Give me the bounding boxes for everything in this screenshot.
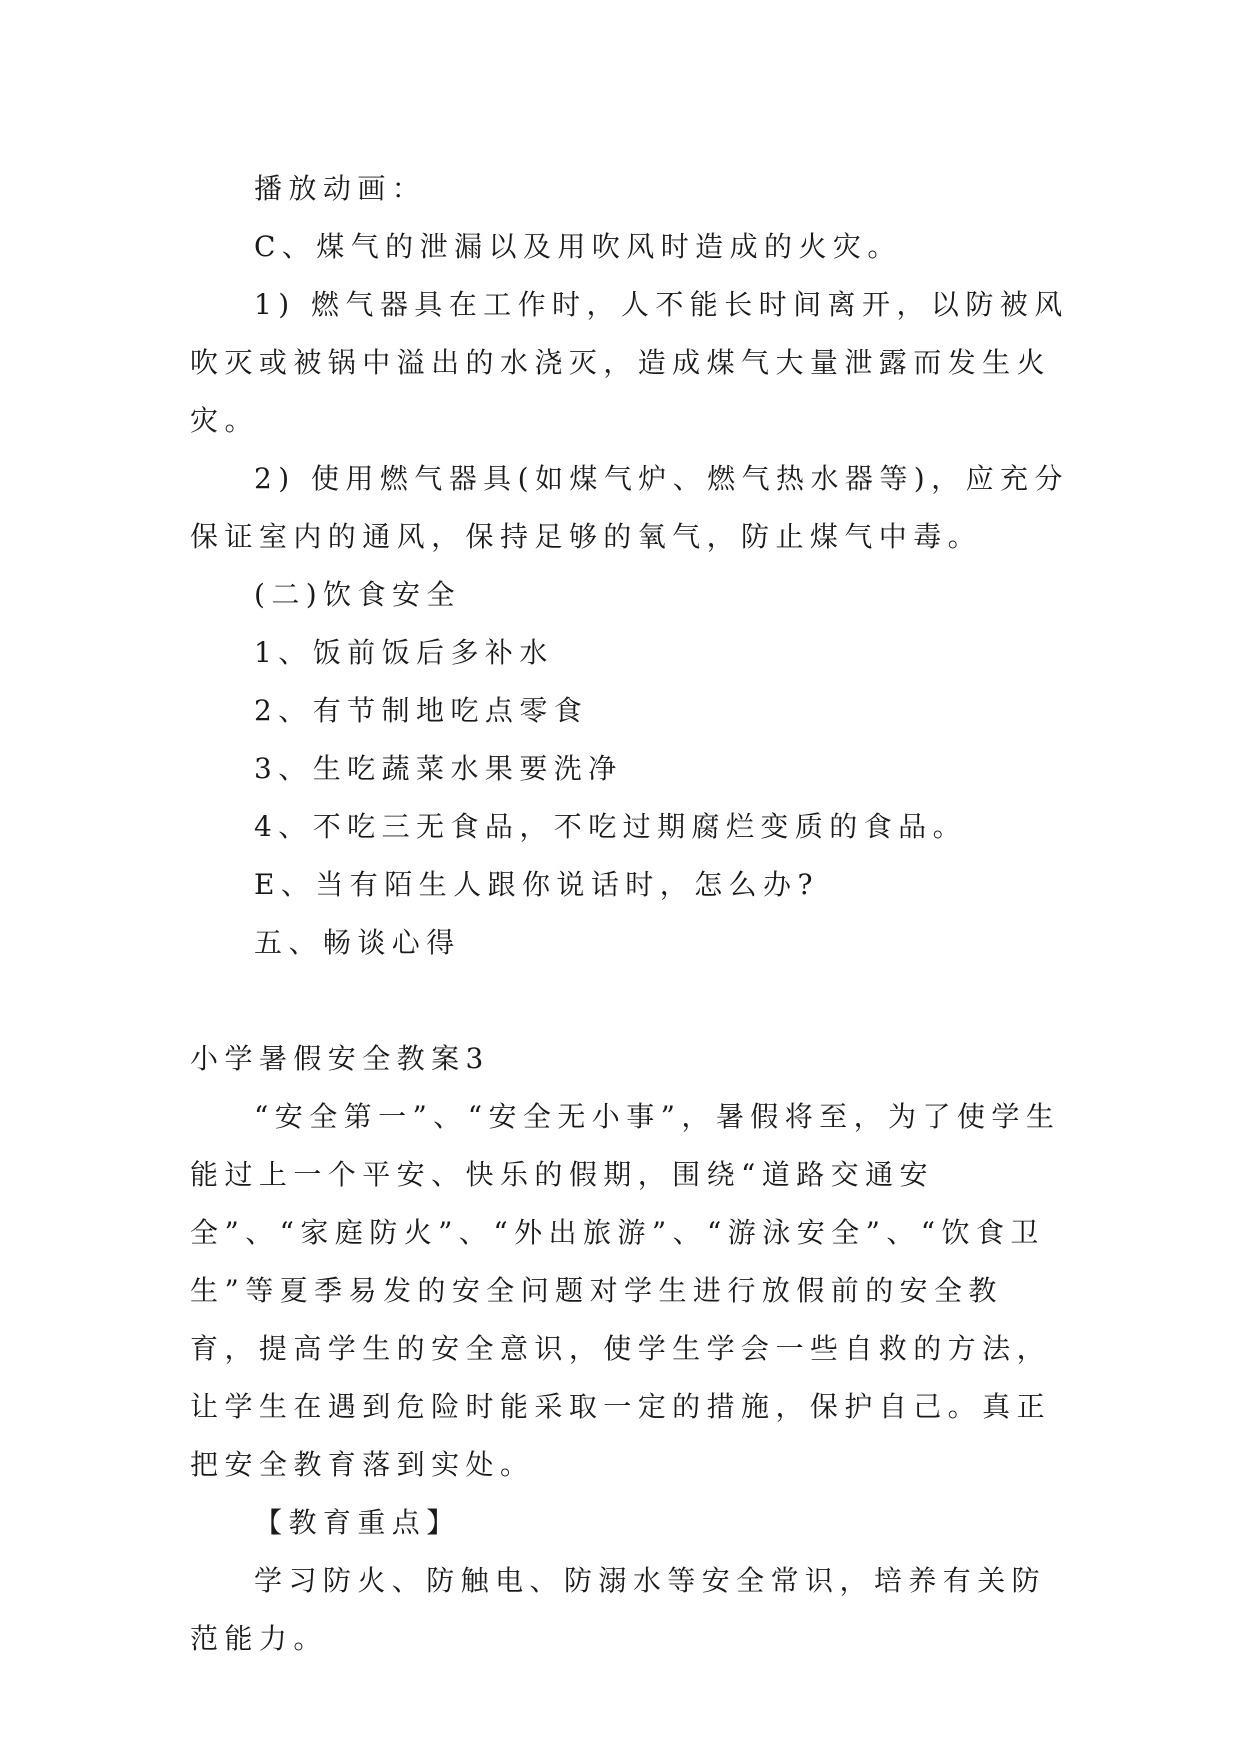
list-item-food-3: 3、生吃蔬菜水果要洗净 [254, 752, 623, 785]
paragraph-stranger: E、当有陌生人跟你说话时，怎么办? [254, 868, 819, 901]
list-item-food-4: 4、不吃三无食品，不吃过期腐烂变质的食品。 [254, 810, 968, 843]
list-item-food-2: 2、有节制地吃点零食 [254, 694, 589, 727]
heading-education-focus: 【教育重点】 [254, 1506, 461, 1539]
section-spacer [190, 972, 1070, 1030]
paragraph-gas-appliance-1: 1) 燃气器具在工作时，人不能长时间离开，以防被风吹灭或被锅中溢出的水浇灭，造成煤气大量泄露而发生火灾。 [190, 288, 1069, 437]
heading-food-safety: (二)饮食安全 [254, 578, 461, 611]
paragraph-intro: “安全第一”、“安全无小事”，暑假将至，为了使学生能过上一个平安、快乐的假期，围绕“道路交通安全”、“家庭防火”、“外出旅游”、“游泳安全”、“饮食卫生”等夏季易发的安全问题对学生进行放假前的安全教育，提高学生的安全意识，使学生学会一些自救的方法，让学生在遇到危险时能采取一定的措施，保护自己。真正把安全教育落到实处。 [190, 1100, 1061, 1481]
paragraph-education-focus: 学习防火、防触电、防溺水等安全常识，培养有关防范能力。 [190, 1564, 1047, 1655]
heading-share-thoughts: 五、畅谈心得 [254, 926, 461, 959]
document-page [190, 160, 1070, 1668]
section-title: 小学暑假安全教案3 [190, 1042, 490, 1075]
paragraph-gas-appliance-2: 2) 使用燃气器具(如煤气炉、燃气热水器等)，应充分保证室内的通风，保持足够的氧气，防止煤气中毒。 [190, 462, 1069, 553]
list-item-food-1: 1、饭前饭后多补水 [254, 636, 554, 669]
paragraph-animation: 播放动画： [254, 172, 427, 205]
paragraph-gas-leak: C、煤气的泄漏以及用吹风时造成的火灾。 [254, 230, 902, 263]
